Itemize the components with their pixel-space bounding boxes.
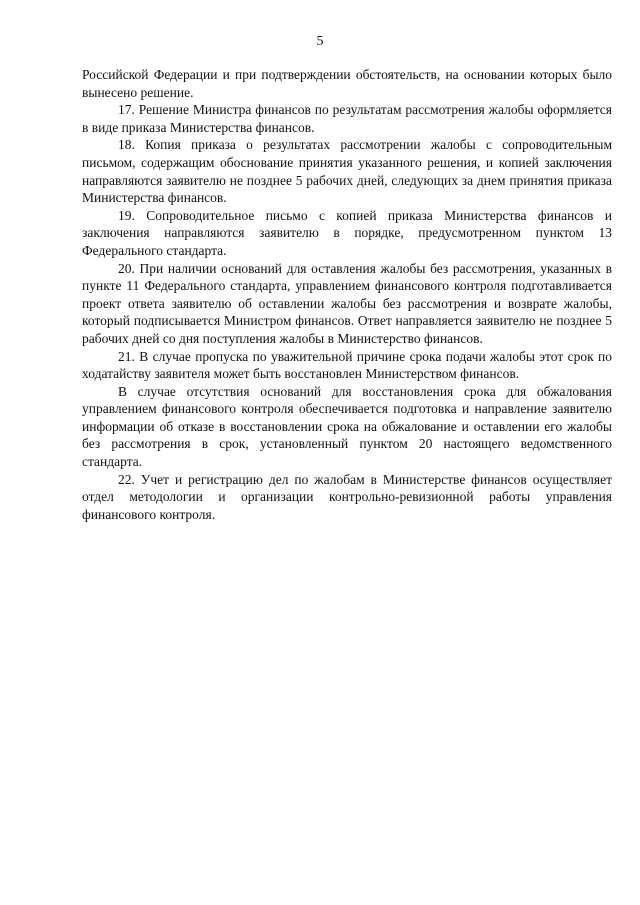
- document-body: [82, 66, 612, 523]
- paragraph-19: 19. Сопроводительное письмо с копией приказа Министерства финансов и заключения направляются заявителю в порядке, предусмотренном пунктом 13 Федерального стандарта.: [82, 207, 612, 258]
- paragraph-18: 18. Копия приказа о результатах рассмотрении жалобы с сопроводительным письмом, содержащим обоснование принятия указанного решения, и копией заключения направляются заявителю не позднее 5 рабочих дней, следующих за днем принятия приказа Министерства финансов.: [82, 137, 612, 206]
- paragraph-22: 22. Учет и регистрацию дел по жалобам в Министерстве финансов осуществляет отдел методологии и организации контрольно-ревизионной работы управления финансового контроля.: [82, 471, 612, 522]
- paragraph-20: 20. При наличии оснований для оставления жалобы без рассмотрения, указанных в пункте 11 Федерального стандарта, управлением финансового контроля подготавливается проект ответа заявителю об оставлении жалобы без рассмотрения и возврате жалобы, который подписывается Министром финансов. Ответ направляется заявителю не позднее 5 рабочих дней со дня поступления жалобы в Министерство финансов.: [82, 260, 612, 346]
- page-number: 5: [316, 34, 324, 49]
- paragraph-17: 17. Решение Министра финансов по результатам рассмотрения жалобы оформляется в виде приказа Министерства финансов.: [82, 102, 612, 135]
- paragraph-21: 21. В случае пропуска по уважительной причине срока подачи жалобы этот срок по ходатайству заявителя может быть восстановлен Министерством финансов.: [82, 348, 612, 382]
- paragraph-21-continued: В случае отсутствия оснований для восстановления срока для обжалования управлением финансового контроля обеспечивается подготовка и направление заявителю информации об отказе в восстановлении срока на обжалование и оставлении его жалобы без рассмотрения в срок, установленный пунктом 20 настоящего ведомственного стандарта.: [82, 383, 612, 470]
- paragraph-continuation: Российской Федерации и при подтверждении обстоятельств, на основании которых было вынесено решение.: [82, 67, 612, 100]
